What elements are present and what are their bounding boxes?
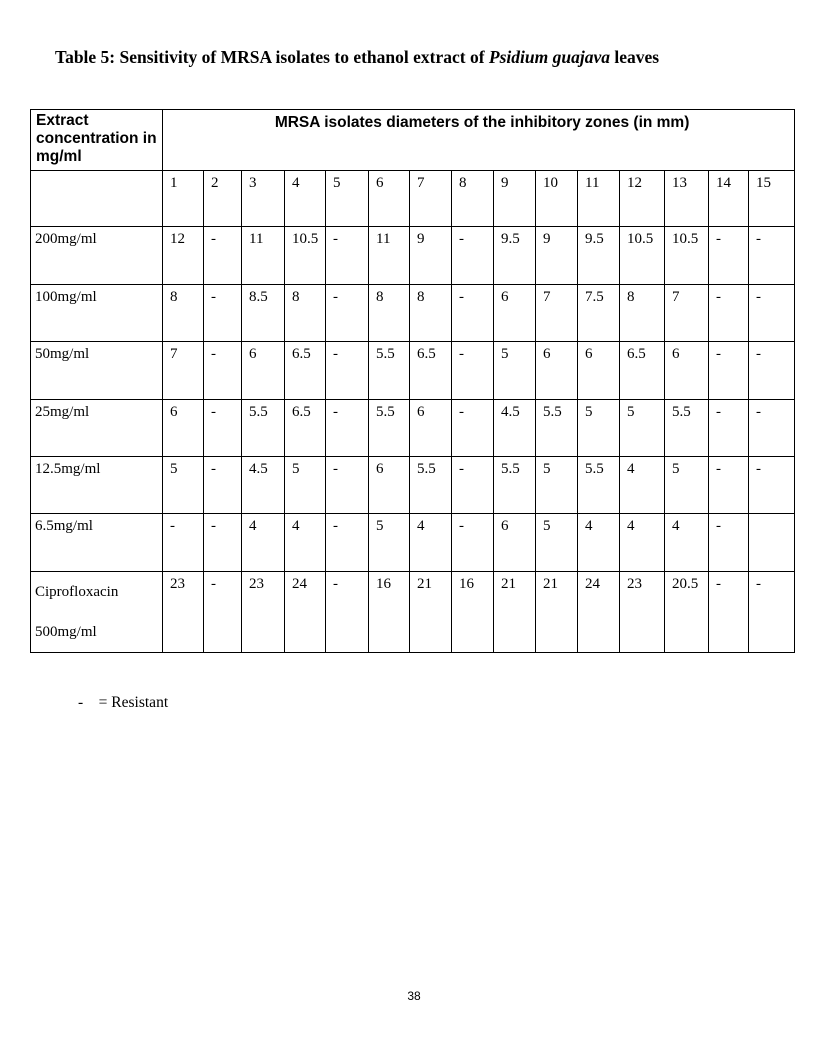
zone-value-cell: - [709,572,749,653]
title-prefix: Table 5: Sensitivity of MRSA isolates to ethanol extract of [55,47,489,67]
zone-value-cell: 21 [410,572,452,653]
isolate-number: 13 [665,171,709,227]
isolate-number: 1 [163,171,204,227]
row-label: 200mg/ml [31,227,163,285]
isolate-number: 9 [494,171,536,227]
zone-value-cell: - [749,572,795,653]
zone-value-cell: 5.5 [410,457,452,514]
isolate-number: 8 [452,171,494,227]
zone-value-cell: 4 [620,514,665,572]
zone-value-cell: 23 [242,572,285,653]
zone-value-cell: 6 [410,400,452,457]
zone-value-cell: 16 [452,572,494,653]
zone-value-cell: 4 [620,457,665,514]
span-header: MRSA isolates diameters of the inhibitory zones (in mm) [163,110,795,171]
zone-value-cell: 5.5 [536,400,578,457]
zone-value-cell: 6 [369,457,410,514]
zone-value-cell: - [709,400,749,457]
isolate-number: 11 [578,171,620,227]
isolate-number: 10 [536,171,578,227]
zone-value-cell: 9 [410,227,452,285]
zone-value-cell: 24 [578,572,620,653]
zone-value-cell: 12 [163,227,204,285]
zone-value-cell: 7 [163,342,204,400]
isolate-number: 7 [410,171,452,227]
zone-value-cell: 5 [620,400,665,457]
zone-value-cell: - [204,572,242,653]
zone-value-cell: - [326,227,369,285]
zone-value-cell: - [204,227,242,285]
zone-value-cell: 16 [369,572,410,653]
zone-value-cell: 21 [536,572,578,653]
zone-value-cell: 6 [536,342,578,400]
zone-value-cell: 23 [620,572,665,653]
zone-value-cell: 5 [285,457,326,514]
zone-value-cell: 23 [163,572,204,653]
legend [78,694,168,712]
empty-corner-cell [31,171,163,227]
zone-value-cell: - [326,457,369,514]
zone-value-cell: 6 [494,285,536,342]
zone-value-cell: - [204,342,242,400]
zone-value-cell: 6 [578,342,620,400]
zone-value-cell: 6 [163,400,204,457]
zone-value-cell: 5.5 [578,457,620,514]
legend-symbol: - [78,694,84,711]
zone-value-cell: 6.5 [285,400,326,457]
row-label: 100mg/ml [31,285,163,342]
zone-value-cell: - [204,457,242,514]
row-label: 25mg/ml [31,400,163,457]
zone-value-cell: 8 [620,285,665,342]
zone-value-cell: 4 [242,514,285,572]
table-row [31,342,795,400]
zone-value-cell: 4 [410,514,452,572]
row-label: Ciprofloxacin 500mg/ml [31,572,163,653]
zone-value-cell: 4 [665,514,709,572]
zone-value-cell: 6.5 [410,342,452,400]
header-row [31,110,795,171]
zone-value-cell: 6 [665,342,709,400]
zone-value-cell: - [709,285,749,342]
zone-value-cell: 4.5 [494,400,536,457]
isolate-number: 2 [204,171,242,227]
zone-value-cell: - [749,400,795,457]
zone-value-cell: 5 [665,457,709,514]
corner-header: Extract concentration in mg/ml [31,110,163,171]
zone-value-cell: 9.5 [494,227,536,285]
zone-value-cell: 10.5 [665,227,709,285]
zone-value-cell: - [452,514,494,572]
sensitivity-table [30,109,795,653]
zone-value-cell: 9 [536,227,578,285]
title-suffix: leaves [609,47,660,67]
zone-value-cell: - [749,285,795,342]
zone-value-cell: - [709,342,749,400]
isolate-number: 5 [326,171,369,227]
isolate-number: 15 [749,171,795,227]
zone-value-cell: 11 [369,227,410,285]
table-row [31,227,795,285]
zone-value-cell: 7 [536,285,578,342]
zone-value-cell: - [709,514,749,572]
isolate-number-row [31,171,795,227]
zone-value-cell: 21 [494,572,536,653]
zone-value-cell: 7.5 [578,285,620,342]
zone-value-cell: - [204,285,242,342]
zone-value-cell: - [326,342,369,400]
zone-value-cell: 4 [285,514,326,572]
zone-value-cell: - [749,342,795,400]
zone-value-cell: - [452,227,494,285]
zone-value-cell: 8 [163,285,204,342]
row-label: 6.5mg/ml [31,514,163,572]
legend-text: = Resistant [98,694,169,711]
zone-value-cell: - [709,457,749,514]
zone-value-cell: 5 [536,457,578,514]
zone-value-cell: 9.5 [578,227,620,285]
zone-value-cell: - [326,285,369,342]
table-row [31,572,795,653]
zone-value-cell: 6 [242,342,285,400]
isolate-number: 12 [620,171,665,227]
zone-value-cell: 5.5 [665,400,709,457]
zone-value-cell: 5 [494,342,536,400]
row-label: 12.5mg/ml [31,457,163,514]
zone-value-cell: 10.5 [285,227,326,285]
zone-value-cell: 6.5 [285,342,326,400]
zone-value-cell: 5 [163,457,204,514]
zone-value-cell: 5 [578,400,620,457]
zone-value-cell: 8 [285,285,326,342]
table-row [31,400,795,457]
zone-value-cell: 10.5 [620,227,665,285]
zone-value-cell: 6 [494,514,536,572]
zone-value-cell: 5.5 [242,400,285,457]
zone-value-cell: - [326,514,369,572]
zone-value-cell: 8 [410,285,452,342]
zone-value-cell: 8.5 [242,285,285,342]
zone-value-cell: - [326,400,369,457]
isolate-number: 14 [709,171,749,227]
zone-value-cell: - [749,227,795,285]
table-row [31,285,795,342]
zone-value-cell: 7 [665,285,709,342]
zone-value-cell: - [452,285,494,342]
zone-value-cell: 5 [369,514,410,572]
zone-value-cell: - [163,514,204,572]
zone-value-cell: 5 [536,514,578,572]
table-title [55,47,659,68]
zone-value-cell: 8 [369,285,410,342]
zone-value-cell [749,514,795,572]
zone-value-cell: 5.5 [494,457,536,514]
zone-value-cell: - [452,400,494,457]
zone-value-cell: 20.5 [665,572,709,653]
zone-value-cell: - [452,342,494,400]
zone-value-cell: 24 [285,572,326,653]
zone-value-cell: 4 [578,514,620,572]
isolate-number: 6 [369,171,410,227]
zone-value-cell: - [709,227,749,285]
title-species: Psidium guajava [488,47,610,67]
zone-value-cell: - [204,400,242,457]
zone-value-cell: 5.5 [369,400,410,457]
zone-value-cell: - [326,572,369,653]
page-number: 38 [407,989,421,1003]
zone-value-cell: 11 [242,227,285,285]
zone-value-cell: 4.5 [242,457,285,514]
zone-value-cell: - [452,457,494,514]
table-row [31,457,795,514]
zone-value-cell: 6.5 [620,342,665,400]
zone-value-cell: - [749,457,795,514]
zone-value-cell: - [204,514,242,572]
isolate-number: 4 [285,171,326,227]
table-row [31,514,795,572]
zone-value-cell: 5.5 [369,342,410,400]
row-label: 50mg/ml [31,342,163,400]
isolate-number: 3 [242,171,285,227]
